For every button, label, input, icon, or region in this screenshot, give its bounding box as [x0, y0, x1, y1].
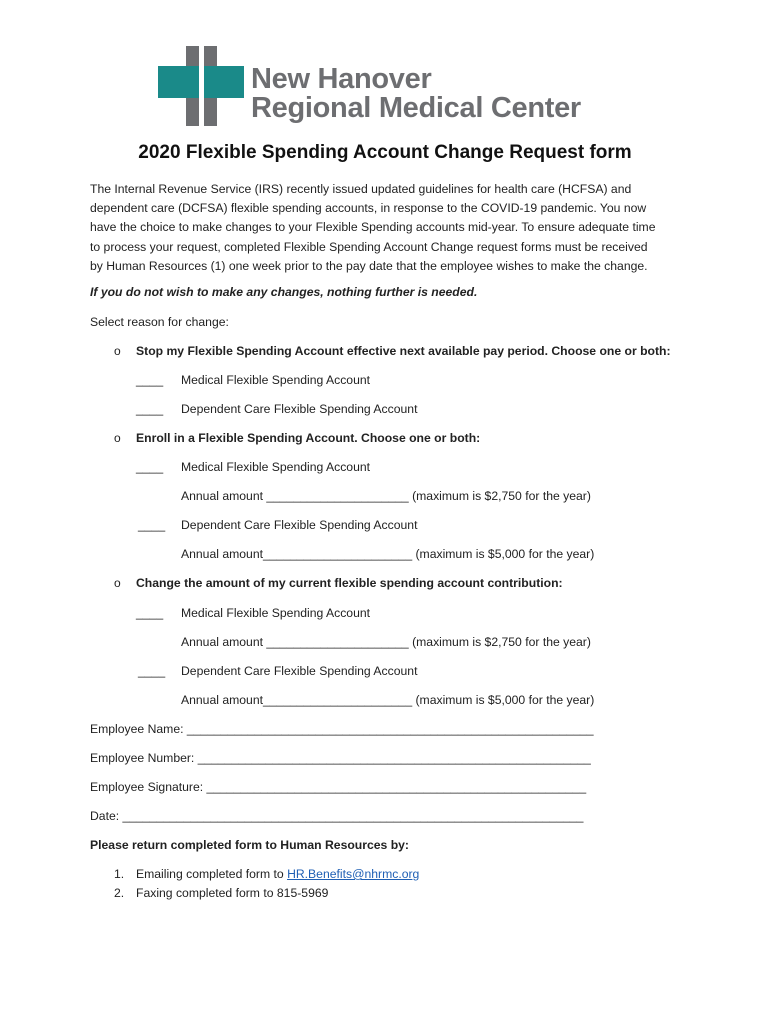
no-change-note: If you do not wish to make any changes, nothing further is needed.	[90, 285, 478, 299]
hospital-logo	[158, 44, 618, 128]
return-item1-text: Emailing completed form to	[136, 867, 288, 881]
enroll-heading: Enroll in a Flexible Spending Account. Choose one or both:	[136, 431, 481, 445]
return-heading: Please return completed form to Human Resources by:	[90, 838, 409, 852]
intro-paragraph	[90, 180, 680, 276]
enroll-option1-label: Medical Flexible Spending Account	[181, 460, 371, 474]
hr-email-link[interactable]: HR.Benefits@nhrmc.org	[287, 867, 420, 881]
return-item2-text: Faxing completed form to 815-5969	[136, 886, 329, 900]
stop-option2-blank[interactable]: ____	[136, 402, 164, 416]
bullet-icon: o	[114, 431, 121, 445]
change-amount1-field[interactable]: Annual amount _____________________ (maximum is $2,750 for the year)	[181, 635, 591, 649]
enroll-option2-label: Dependent Care Flexible Spending Account	[181, 518, 418, 532]
logo-text-line2: Regional Medical Center	[251, 92, 581, 124]
enroll-amount1-field[interactable]: Annual amount _____________________ (maximum is $2,750 for the year)	[181, 489, 591, 503]
return-item1	[136, 867, 419, 881]
enroll-option1-blank[interactable]: ____	[136, 460, 164, 474]
intro-line: The Internal Revenue Service (IRS) recently issued updated guidelines for health care (HCFSA) and	[90, 182, 632, 196]
page-title: 2020 Flexible Spending Account Change Request form	[138, 142, 632, 163]
change-option2-label: Dependent Care Flexible Spending Account	[181, 664, 418, 678]
stop-heading: Stop my Flexible Spending Account effective next available pay period. Choose one or both:	[136, 344, 671, 358]
logo-cross-icon	[158, 44, 244, 128]
return-item1-number: 1.	[114, 867, 125, 881]
intro-line: by Human Resources (1) one week prior to the pay date that the employee wishes to make the change.	[90, 258, 648, 273]
logo-text-line1: New Hanover	[251, 63, 432, 95]
stop-option2-label: Dependent Care Flexible Spending Account	[181, 402, 418, 416]
bullet-icon: o	[114, 576, 121, 590]
intro-line: have the choice to make changes to your Flexible Spending accounts mid-year. To ensure adequate time	[90, 220, 656, 235]
employee-number-field[interactable]: Employee Number: __________________________________________________________	[90, 751, 591, 765]
stop-option1-blank[interactable]: ____	[136, 373, 164, 387]
change-heading: Change the amount of my current flexible spending account contribution:	[136, 576, 563, 590]
intro-line: dependent care (DCFSA) flexible spending accounts, in response to the COVID-19 pandemic. You now	[90, 201, 647, 216]
enroll-option2-blank[interactable]: ____	[138, 518, 166, 532]
employee-name-field[interactable]: Employee Name: ____________________________________________________________	[90, 722, 594, 736]
change-option2-blank[interactable]: ____	[138, 664, 166, 678]
return-item2-number: 2.	[114, 886, 125, 900]
change-amount2-field[interactable]: Annual amount______________________ (maximum is $5,000 for the year)	[181, 693, 595, 707]
bullet-icon: o	[114, 344, 121, 358]
date-field[interactable]: Date: ____________________________________________________________________	[90, 809, 584, 823]
enroll-amount2-field[interactable]: Annual amount______________________ (maximum is $5,000 for the year)	[181, 547, 595, 561]
intro-line: to process your request, completed Flexible Spending Account Change request forms must be received	[90, 239, 648, 254]
employee-signature-field[interactable]: Employee Signature: ________________________________________________________	[90, 780, 587, 794]
change-option1-label: Medical Flexible Spending Account	[181, 606, 371, 620]
change-option1-blank[interactable]: ____	[136, 606, 164, 620]
select-reason-label: Select reason for change:	[90, 315, 229, 329]
stop-option1-label: Medical Flexible Spending Account	[181, 373, 371, 387]
